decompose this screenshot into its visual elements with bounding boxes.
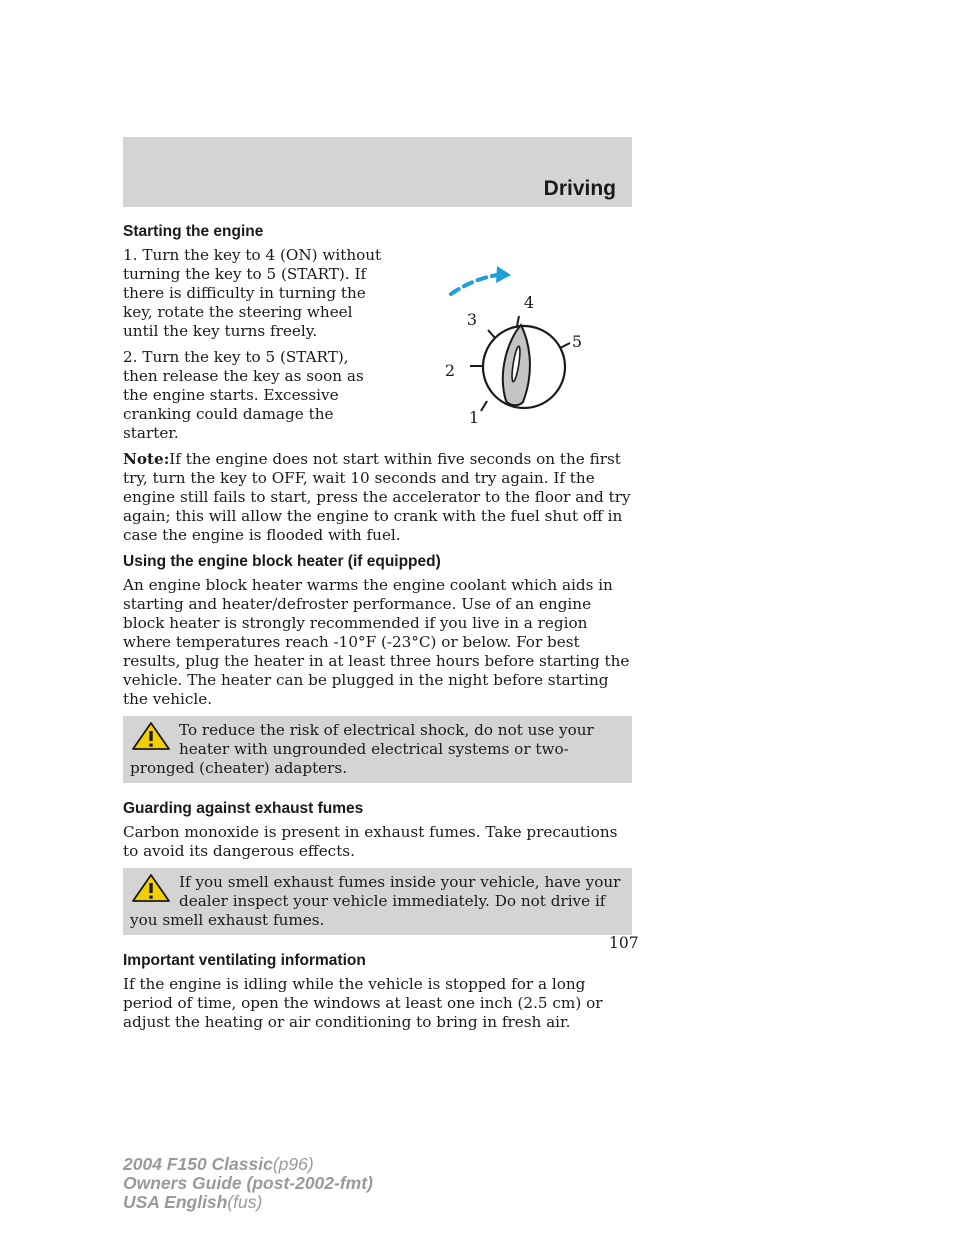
warning-text-electrical: To reduce the risk of electrical shock, do not use your heater with ungrounded electrical systems or two-pronged (cheater) adapters. — [130, 721, 594, 777]
label-position-1: 1 — [468, 408, 480, 426]
exhaust-body: Carbon monoxide is present in exhaust fumes. Take precautions to avoid its dangerous effects. — [123, 823, 618, 860]
rotation-arrow — [451, 275, 497, 294]
label-position-5: 5 — [571, 332, 583, 351]
page-number: 107 — [609, 934, 639, 952]
warning-triangle-icon — [130, 721, 172, 751]
footer-line-2: Owners Guide (post-2002-fmt) — [123, 1173, 373, 1193]
footer-line-1 — [123, 1155, 373, 1174]
footer-page-code: (p96) — [272, 1154, 314, 1174]
tick-position-3 — [488, 330, 495, 338]
warning-triangle-icon — [130, 873, 172, 903]
note-paragraph — [123, 450, 632, 545]
note-text: If the engine does not start within five seconds on the first try, turn the key to OFF, wait 10 seconds and try again. If the engine still fails to start, press the accelerator to the floor and try again; this will allow the engine to crank with the fuel shut off in case the engine is flooded with fuel. — [123, 450, 631, 544]
footer-language: USA English — [123, 1192, 228, 1212]
footer-language-code: (fus) — [227, 1192, 263, 1212]
warning-box-exhaust — [123, 868, 632, 935]
page-content — [123, 222, 632, 1039]
step-1: 1. Turn the key to 4 (ON) without turning the key to 5 (START). If there is difficulty in turning the key, rotate the steering wheel until the key turns freely. — [123, 246, 382, 340]
footer-model: 2004 F150 Classic — [123, 1154, 273, 1174]
label-position-3: 3 — [466, 310, 478, 329]
section-header-band — [123, 137, 632, 207]
starting-section — [123, 246, 632, 450]
tick-position-1 — [481, 401, 487, 411]
section-title: Driving — [543, 177, 616, 200]
footer-line-3 — [123, 1193, 373, 1212]
label-position-2: 2 — [444, 361, 456, 380]
footer-imprint — [123, 1155, 373, 1212]
starting-steps — [123, 246, 385, 450]
tick-position-5 — [560, 343, 570, 348]
rotation-arrowhead — [496, 266, 511, 283]
heading-starting-engine: Starting the engine — [123, 223, 264, 240]
warning-box-electrical — [123, 716, 632, 783]
block-heater-body: An engine block heater warms the engine coolant which aids in starting and heater/defroster performance. Use of an engine block heater is strongly recommended if you live in a region where temperatures reach -10°F (-23°C) or below. For best results, plug the heater in at least three hours before starting the vehicle. The heater can be plugged in the night before starting the vehicle. — [123, 576, 630, 708]
heading-ventilating: Important ventilating information — [123, 952, 366, 969]
note-label: Note: — [123, 450, 170, 468]
ignition-diagram — [385, 246, 625, 426]
tick-position-4 — [517, 316, 519, 326]
ignition-switch-illustration — [385, 246, 625, 426]
heading-exhaust-fumes: Guarding against exhaust fumes — [123, 800, 364, 817]
step-2: 2. Turn the key to 5 (START), then release the key as soon as the engine starts. Excessive cranking could damage the starter. — [123, 348, 364, 442]
label-position-4: 4 — [523, 293, 535, 312]
warning-text-exhaust: If you smell exhaust fumes inside your vehicle, have your dealer inspect your vehicle immediately. Do not drive if you smell exhaust fumes. — [130, 873, 621, 929]
ventilating-body: If the engine is idling while the vehicle is stopped for a long period of time, open the windows at least one inch (2.5 cm) or adjust the heating or air conditioning to bring in fresh air. — [123, 975, 603, 1031]
heading-block-heater: Using the engine block heater (if equipped) — [123, 553, 441, 570]
